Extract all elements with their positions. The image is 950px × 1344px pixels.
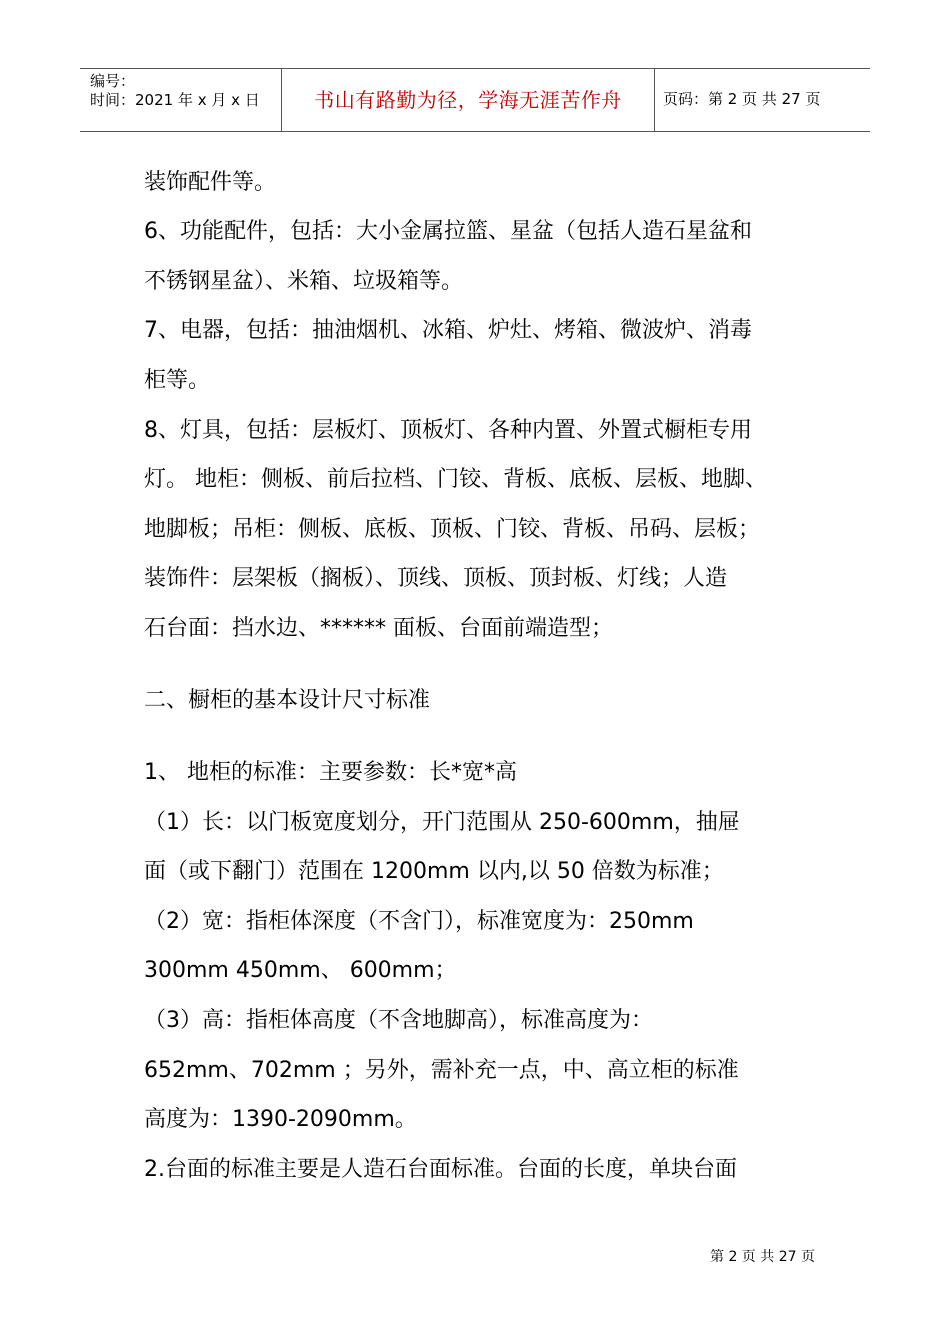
body-line: 石台面：挡水边、****** 面板、台面前端造型； [144, 616, 613, 641]
body-line: 面（或下翻门）范围在 1200mm 以内,以 50 倍数为标准； [144, 859, 724, 884]
body-line: 柜等。 [144, 368, 211, 393]
body-line: 装饰配件等。 [144, 170, 277, 195]
body-line: 6、功能配件，包括：大小金属拉篮、星盆（包括人造石星盆和 [144, 219, 752, 244]
header-page-info: 页码：第 2 页 共 27 页 [663, 90, 821, 108]
body-line: 300mm 450mm、 600mm； [144, 958, 457, 983]
body-line: 8、灯具，包括：层板灯、顶板灯、各种内置、外置式橱柜专用 [144, 418, 752, 443]
section-heading: 二、橱柜的基本设计尺寸标准 [144, 688, 431, 713]
footer-page-info: 第 2 页 共 27 页 [710, 1249, 815, 1265]
body-line: （1）长：以门板宽度划分，开门范围从 250-600mm，抽屉 [144, 810, 740, 835]
body-line: 652mm、702mm ；另外，需补充一点，中、高立柜的标准 [144, 1058, 739, 1083]
body-line: 灯。 地柜：侧板、前后拉档、门铰、背板、底板、层板、地脚、 [144, 467, 767, 492]
body-line: 地脚板；吊柜：侧板、底板、顶板、门铰、背板、吊码、层板； [144, 517, 761, 542]
header-page-cell [655, 69, 870, 131]
body-line: 装饰件：层架板（搁板）、顶线、顶板、顶封板、灯线；人造 [144, 566, 728, 591]
body-line: （2）宽：指柜体深度（不含门），标准宽度为：250mm [144, 909, 694, 934]
document-number-label: 编号： [90, 72, 136, 90]
document-time-label: 时间：2021 年 x 月 x 日 [90, 91, 260, 109]
body-line: 7、电器，包括：抽油烟机、冰箱、炉灶、烤箱、微波炉、消毒 [144, 318, 752, 343]
body-line: 高度为：1390-2090mm。 [144, 1107, 417, 1132]
body-line: 2.台面的标准主要是人造石台面标准。台面的长度，单块台面 [144, 1157, 737, 1182]
body-line: 1、 地柜的标准：主要参数：长*宽*高 [144, 760, 517, 785]
page-header [80, 68, 870, 132]
body-line: 不锈钢星盆）、米箱、垃圾箱等。 [144, 269, 464, 294]
body-line: （3）高：指柜体高度（不含地脚高），标准高度为： [144, 1008, 653, 1033]
header-motto-cell [282, 69, 655, 131]
header-motto: 书山有路勤为径，学海无涯苦作舟 [314, 88, 622, 112]
header-meta-cell [80, 69, 282, 131]
